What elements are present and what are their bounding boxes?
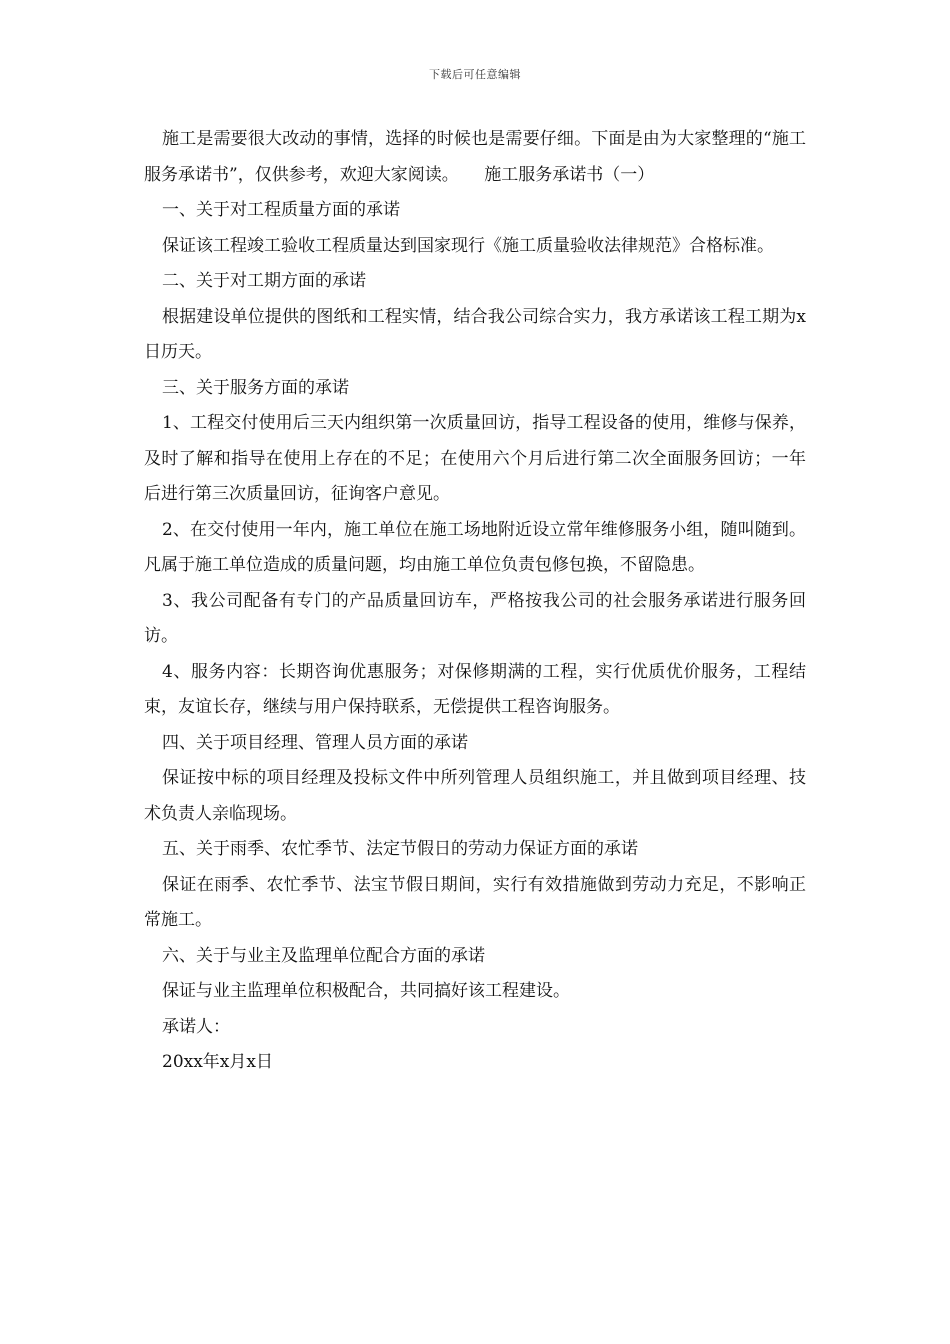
section-body-6: 保证与业主监理单位积极配合，共同搞好该工程建设。 xyxy=(162,981,570,1001)
section-body-5: 保证在雨季、农忙季节、法宝节假日期间，实行有效措施做到劳动力充足，不影响正常施工。 xyxy=(144,874,806,930)
section-body-1: 保证该工程竣工验收工程质量达到国家现行《施工质量验收法律规范》合格标准。 xyxy=(162,235,774,256)
section-heading-3: 三、关于服务方面的承诺 xyxy=(162,377,349,398)
intro-paragraph: 施工是需要很大改动的事情，选择的时候也是需要仔细。下面是由为大家整理的“施工服务承诺书”，仅供参考，欢迎大家阅读。 施工服务承诺书（一） xyxy=(144,129,806,185)
section-heading-6: 六、关于与业主及监理单位配合方面的承诺 xyxy=(162,945,485,966)
document-body xyxy=(144,122,806,1081)
signatory-label: 承诺人： xyxy=(162,1016,230,1037)
section-heading-2: 二、关于对工期方面的承诺 xyxy=(162,271,366,291)
page-header: 下载后可任意编辑 xyxy=(429,68,521,81)
service-item-3: 3、我公司配备有专门的产品质量回访车，严格按我公司的社会服务承诺进行服务回访。 xyxy=(144,590,806,646)
service-item-4: 4、服务内容：长期咨询优惠服务；对保修期满的工程，实行优质优价服务，工程结束，友谊长存，继续与用户保持联系，无偿提供工程咨询服务。 xyxy=(144,661,806,717)
section-body-2: 根据建设单位提供的图纸和工程实情，结合我公司综合实力，我方承诺该工程工期为x日历天。 xyxy=(144,306,806,362)
section-heading-5: 五、关于雨季、农忙季节、法定节假日的劳动力保证方面的承诺 xyxy=(162,839,638,859)
section-heading-4: 四、关于项目经理、管理人员方面的承诺 xyxy=(162,732,468,753)
service-item-2: 2、在交付使用一年内，施工单位在施工场地附近设立常年维修服务小组，随叫随到。凡属于施工单位造成的质量问题，均由施工单位负责包修包换，不留隐患。 xyxy=(144,519,806,575)
section-heading-1: 一、关于对工程质量方面的承诺 xyxy=(162,200,400,220)
section-body-4: 保证按中标的项目经理及投标文件中所列管理人员组织施工，并且做到项目经理、技术负责人亲临现场。 xyxy=(144,768,806,824)
date-line: 20xx年x月x日 xyxy=(162,1052,273,1072)
service-item-1: 1、工程交付使用后三天内组织第一次质量回访，指导工程设备的使用，维修与保养，及时了解和指导在使用上存在的不足；在使用六个月后进行第二次全面服务回访；一年后进行第三次质量回访，征询客户意见。 xyxy=(144,413,806,504)
